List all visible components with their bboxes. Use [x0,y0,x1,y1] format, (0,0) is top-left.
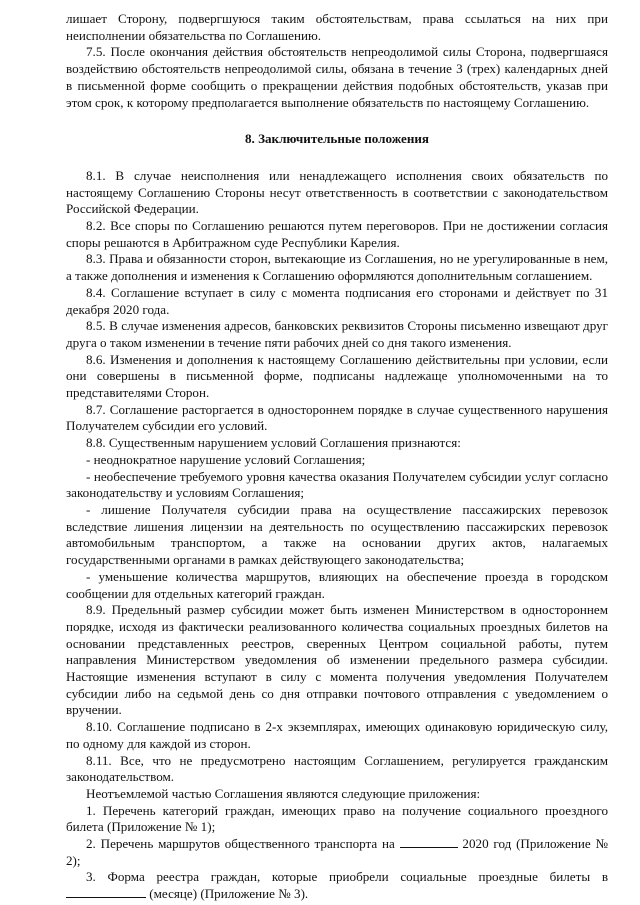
blank-line [66,886,146,898]
annex-intro: Неотъемлемой частью Соглашения являются следующие приложения: [86,785,481,801]
document-body [66,11,608,903]
paragraph-8-6: 8.6. Изменения и дополнения к настоящему Соглашению действительны при условии, если они совершены в письменной форме, подписаны надлежаще уполномоченными на то представителями Сторон. [66,351,608,401]
list-item-violation-2: - необеспечение требуемого уровня качества оказания Получателем субсидии услуг согласно законодательству и условиям Соглашения; [66,468,608,501]
list-item-violation-3: - лишение Получателя субсидии права на осуществление пассажирских перевозок вследствие лишения лицензии на деятельность по осуществлению пассажирских перевозок автомобильным транспортом, а также на основании других актов, налагаемых государственными органами в рамках действующего законодательства; [66,501,608,568]
paragraph-7-5: 7.5. После окончания действия обстоятельств непреодолимой силы Сторона, подвергшаяся воздействию обстоятельств непреодолимой силы, обязана в течение 3 (трех) календарных дней в письменной форме сообщить о прекращении действия подобных обстоятельств, указав при этом срок, к которому предполагается выполнение обязательств по настоящему Соглашению. [66,44,608,110]
paragraph-8-2: 8.2. Все споры по Соглашению решаются путем переговоров. При не достижении согласия споры решаются в Арбитражном суде Республики Карелия. [66,218,608,250]
section-heading: 8. Заключительные положения [244,131,430,147]
annex-item-3 [66,869,608,902]
paragraph-8-7: 8.7. Соглашение расторгается в одностороннем порядке в случае существенного нарушения Получателем субсидии его условий. [66,401,608,434]
paragraph-8-9: 8.9. Предельный размер субсидии может быть изменен Министерством в одностороннем порядке, исходя из фактически реализованного количества социальных проездных билетов на основании представленных реестров, сверенных Центром социальной работы, путем направления Министерством уведомления об изменении предельного размера субсидии. Настоящие изменения вступают в силу с момента получения уведомления Получателем субсидии либо на седьмой день со дня отправки почтового отправления с уведомлением о вручении. [66,602,608,718]
paragraph-7-4-end: лишает Сторону, подвергшуюся таким обстоятельствам, права ссылаться на них при неисполнении обязательства по Соглашению. [66,11,608,43]
list-item-violation-4: - уменьшение количества маршрутов, влияющих на обеспечение проезда в городском сообщении для отдельных категорий граждан. [66,568,608,601]
annex-item-1: 1. Перечень категорий граждан, имеющих право на получение социального проездного билета (Приложение № 1); [66,802,608,835]
paragraph-8-3: 8.3. Права и обязанности сторон, вытекающие из Соглашения, но не урегулированные в нем, а также дополнения и изменения к Соглашению оформляются дополнительным соглашением. [66,251,608,284]
paragraph-8-4: 8.4. Соглашение вступает в силу с момента подписания его сторонами и действует по 31 декабря 2020 года. [66,284,608,317]
paragraph-8-1: 8.1. В случае неисполнения или ненадлежащего исполнения своих обязательств по настоящему Соглашению Стороны несут ответственность в соответствии с законодательством Российской Федерации. [66,167,608,217]
paragraph-8-10: 8.10. Соглашение подписано в 2-х экземплярах, имеющих одинаковую юридическую силу, по одному для каждой из сторон. [66,719,608,751]
annex-item-2 [66,836,608,869]
paragraph-8-8: 8.8. Существенным нарушением условий Соглашения признаются: [86,435,461,451]
paragraph-8-11: 8.11. Все, что не предусмотрено настоящим Соглашением, регулируется гражданским законодательством. [66,752,608,785]
annex-item-2-text-b: 2020 год (Приложение № 2); [66,836,608,868]
annex-item-3-text-b: (месяце) (Приложение № 3). [149,886,309,902]
paragraph-8-5: 8.5. В случае изменения адресов, банковских реквизитов Стороны письменно извещают друг друга о таком изменении в течение пяти рабочих дней со дня такого изменения. [66,318,608,350]
blank-line [400,836,458,848]
annex-item-2-text-a: 2. Перечень маршрутов общественного транспорта на [86,836,395,852]
annex-item-3-text-a: 3. Форма реестра граждан, которые приобрели социальные проездные билеты в [86,869,608,885]
list-item-violation-1: - неоднократное нарушение условий Соглашения; [86,451,366,467]
